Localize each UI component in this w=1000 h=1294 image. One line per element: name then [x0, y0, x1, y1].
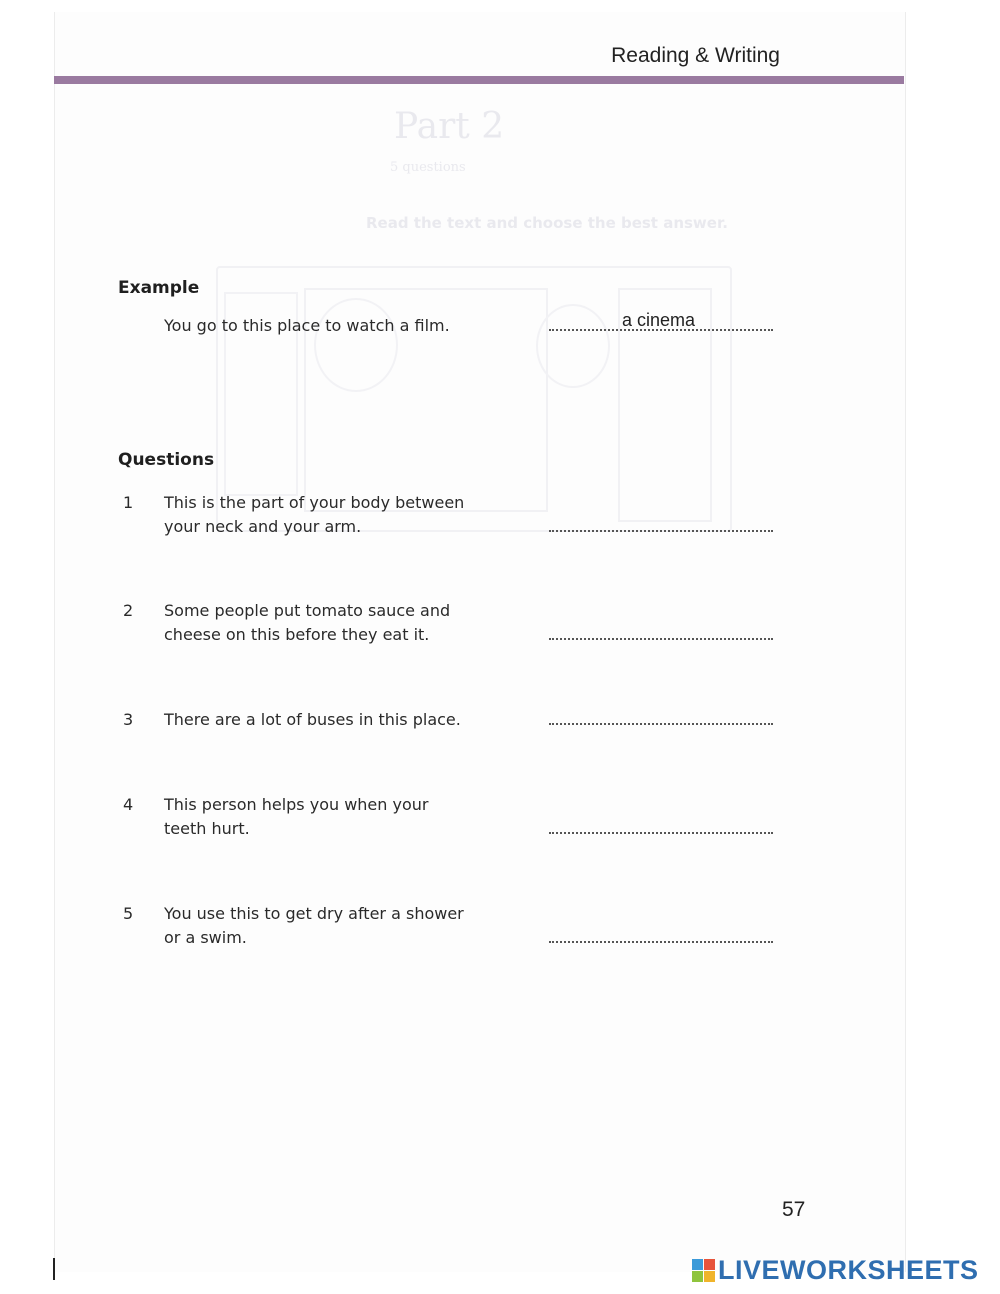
margin-mark	[53, 1258, 55, 1280]
question-number: 1	[123, 493, 134, 512]
question-number: 5	[123, 904, 134, 923]
example-text: You go to this place to watch a film.	[164, 316, 450, 335]
answer-field-1[interactable]	[549, 529, 773, 532]
answer-field-4[interactable]	[549, 831, 773, 834]
question-text: Some people put tomato sauce and cheese on this before they eat it.	[164, 601, 451, 644]
brand-grid-icon	[692, 1259, 716, 1283]
questions-heading: Questions	[118, 450, 215, 470]
question-text: This is the part of your body between your neck and your arm.	[164, 493, 465, 536]
question-number: 3	[123, 710, 134, 729]
question-text: There are a lot of buses in this place.	[164, 710, 461, 729]
example-answer: a cinema	[622, 310, 696, 330]
answer-field-2[interactable]	[549, 637, 773, 640]
answer-field-3[interactable]	[549, 722, 773, 725]
question-number: 2	[123, 601, 134, 620]
example-heading: Example	[118, 278, 200, 298]
question-text: You use this to get dry after a shower or a swim.	[164, 904, 464, 947]
section-header: Reading & Writing	[611, 44, 780, 67]
brand-name: LIVEWORKSHEETS	[718, 1255, 979, 1285]
question-text: This person helps you when your teeth hurt.	[164, 795, 429, 838]
ghost-instruction: Read the text and choose the best answer.	[366, 214, 728, 232]
liveworksheets-logo	[692, 1255, 979, 1286]
question-number: 4	[123, 795, 134, 814]
ghost-part-title: Part 2	[394, 106, 505, 147]
ghost-subtitle: 5 questions	[390, 160, 466, 175]
answer-field-5[interactable]	[549, 940, 773, 943]
page-number: 57	[782, 1198, 806, 1221]
header-rule	[54, 76, 904, 84]
